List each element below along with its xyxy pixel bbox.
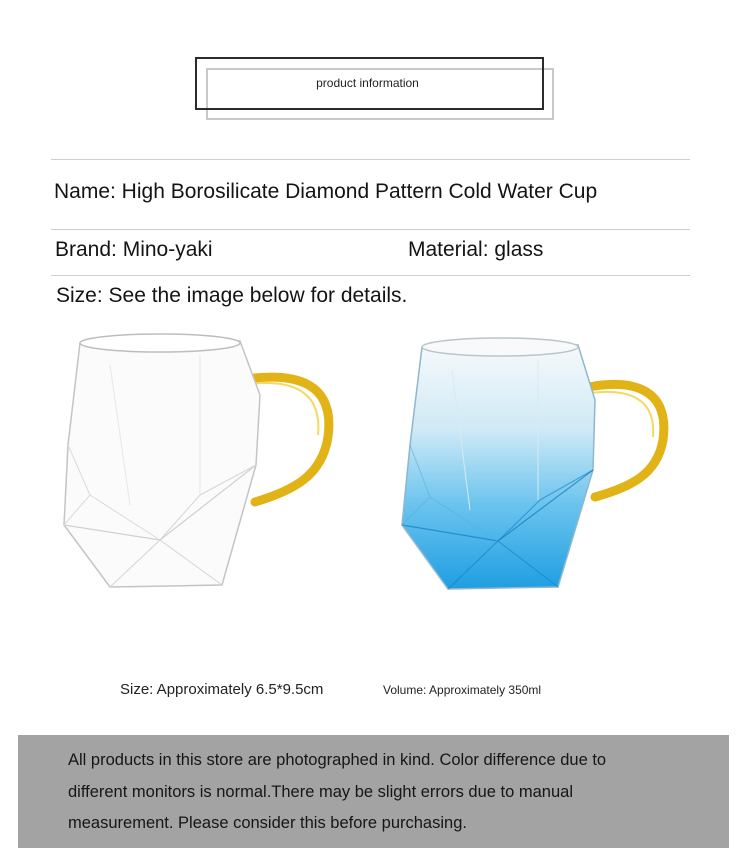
size-note: Size: See the image below for details.: [56, 284, 408, 307]
product-brand: Brand: Mino-yaki: [55, 238, 213, 261]
clear-glass-mug-image: [50, 325, 350, 600]
size-caption: Size: Approximately 6.5*9.5cm: [120, 681, 324, 698]
divider: [51, 229, 690, 230]
product-name: Name: High Borosilicate Diamond Pattern Cold Water Cup: [54, 180, 598, 203]
volume-caption: Volume: Approximately 350ml: [383, 683, 542, 697]
disclaimer-text: All products in this store are photographed in kind. Color difference due to different monitors is normal.There may be slight errors due to manual measurement. Please consider this before purchasing.: [68, 751, 607, 832]
page-title: product information: [316, 76, 419, 90]
disclaimer-panel: [18, 735, 729, 848]
blue-glass-mug-image: [390, 325, 690, 600]
divider: [51, 159, 690, 160]
product-material: Material: glass: [408, 238, 544, 261]
divider: [51, 275, 690, 276]
